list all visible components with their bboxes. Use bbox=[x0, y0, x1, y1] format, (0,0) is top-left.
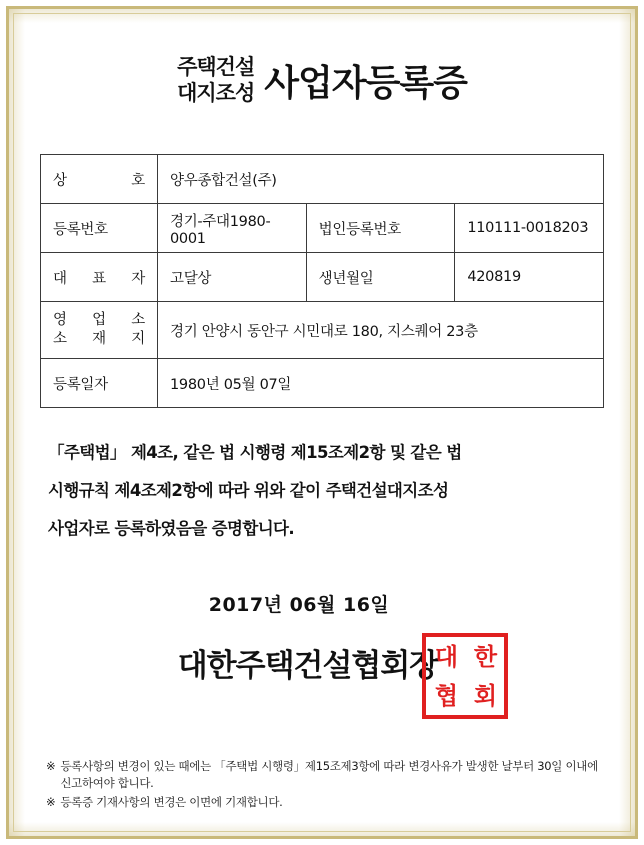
issue-date: 2017년 06월 16일 bbox=[208, 594, 390, 616]
label-office-address-line2: 소 재 지 bbox=[53, 331, 145, 347]
title-prefix-line2: 대지조성 bbox=[177, 81, 255, 105]
title-prefix bbox=[177, 54, 254, 106]
seal-char-2: 한 bbox=[473, 642, 496, 671]
label-corporate-number: 법인등록번호 bbox=[306, 204, 455, 253]
label-office-address bbox=[41, 302, 158, 359]
issuer-block bbox=[40, 631, 604, 717]
footnote-1-text: 등록사항의 변경이 있는 때에는 「주택법 시행령」제15조제3항에 따라 변경사유가 발생한 날부터 30일 이내에 신고하여야 합니다. bbox=[60, 759, 598, 790]
table-row-registration-date bbox=[41, 359, 604, 408]
footnote-2-text: 등록증 기재사항의 변경은 이면에 기재합니다. bbox=[60, 795, 283, 809]
label-trade-name: 상 호 bbox=[41, 155, 158, 204]
label-representative: 대 표 자 bbox=[41, 253, 158, 302]
footnote-2-mark: ※ bbox=[46, 795, 56, 809]
business-info-table bbox=[40, 154, 604, 408]
certificate-title bbox=[40, 54, 604, 106]
certificate-content bbox=[6, 6, 638, 839]
value-representative: 고달상 bbox=[158, 253, 307, 302]
statement-line-3: 사업자로 등록하였음을 증명합니다. bbox=[48, 519, 295, 538]
value-registration-date: 1980년 05월 07일 bbox=[158, 359, 604, 408]
value-corporate-number: 110111-0018203 bbox=[455, 204, 604, 253]
statement-line-2: 시행규칙 제4조제2항에 따라 위와 같이 주택건설대지조성 bbox=[48, 481, 449, 500]
table-row-representative bbox=[41, 253, 604, 302]
title-prefix-line1: 주택건설 bbox=[177, 55, 255, 79]
value-birthdate: 420819 bbox=[455, 253, 604, 302]
label-registration-number: 등록번호 bbox=[41, 204, 158, 253]
footnote-1-mark: ※ bbox=[46, 759, 56, 773]
table-row-registration-number bbox=[41, 204, 604, 253]
footnote-1 bbox=[46, 758, 604, 792]
seal-char-3: 협 bbox=[434, 681, 457, 710]
seal-char-4: 회 bbox=[473, 681, 496, 710]
value-trade-name: 양우종합건설(주) bbox=[158, 155, 604, 204]
certification-statement bbox=[40, 434, 604, 548]
statement-line-1: 「주택법」 제4조, 같은 법 시행령 제15조제2항 및 같은 법 bbox=[48, 443, 462, 462]
issuer-name: 대한주택건설협회장 bbox=[177, 648, 439, 684]
title-main: 사업자등록증 bbox=[264, 62, 467, 104]
official-seal-stamp bbox=[422, 633, 508, 719]
table-row-office-address bbox=[41, 302, 604, 359]
value-registration-number: 경기-주대1980-0001 bbox=[158, 204, 307, 253]
label-birthdate: 생년월일 bbox=[306, 253, 455, 302]
footnote-2 bbox=[46, 794, 604, 811]
value-office-address: 경기 안양시 동안구 시민대로 180, 지스퀘어 23층 bbox=[158, 302, 604, 359]
footnotes bbox=[46, 758, 604, 813]
label-registration-date: 등록일자 bbox=[41, 359, 158, 408]
seal-char-1: 대 bbox=[434, 642, 457, 671]
label-office-address-line1: 영 업 소 bbox=[53, 312, 145, 328]
table-row-trade-name bbox=[41, 155, 604, 204]
